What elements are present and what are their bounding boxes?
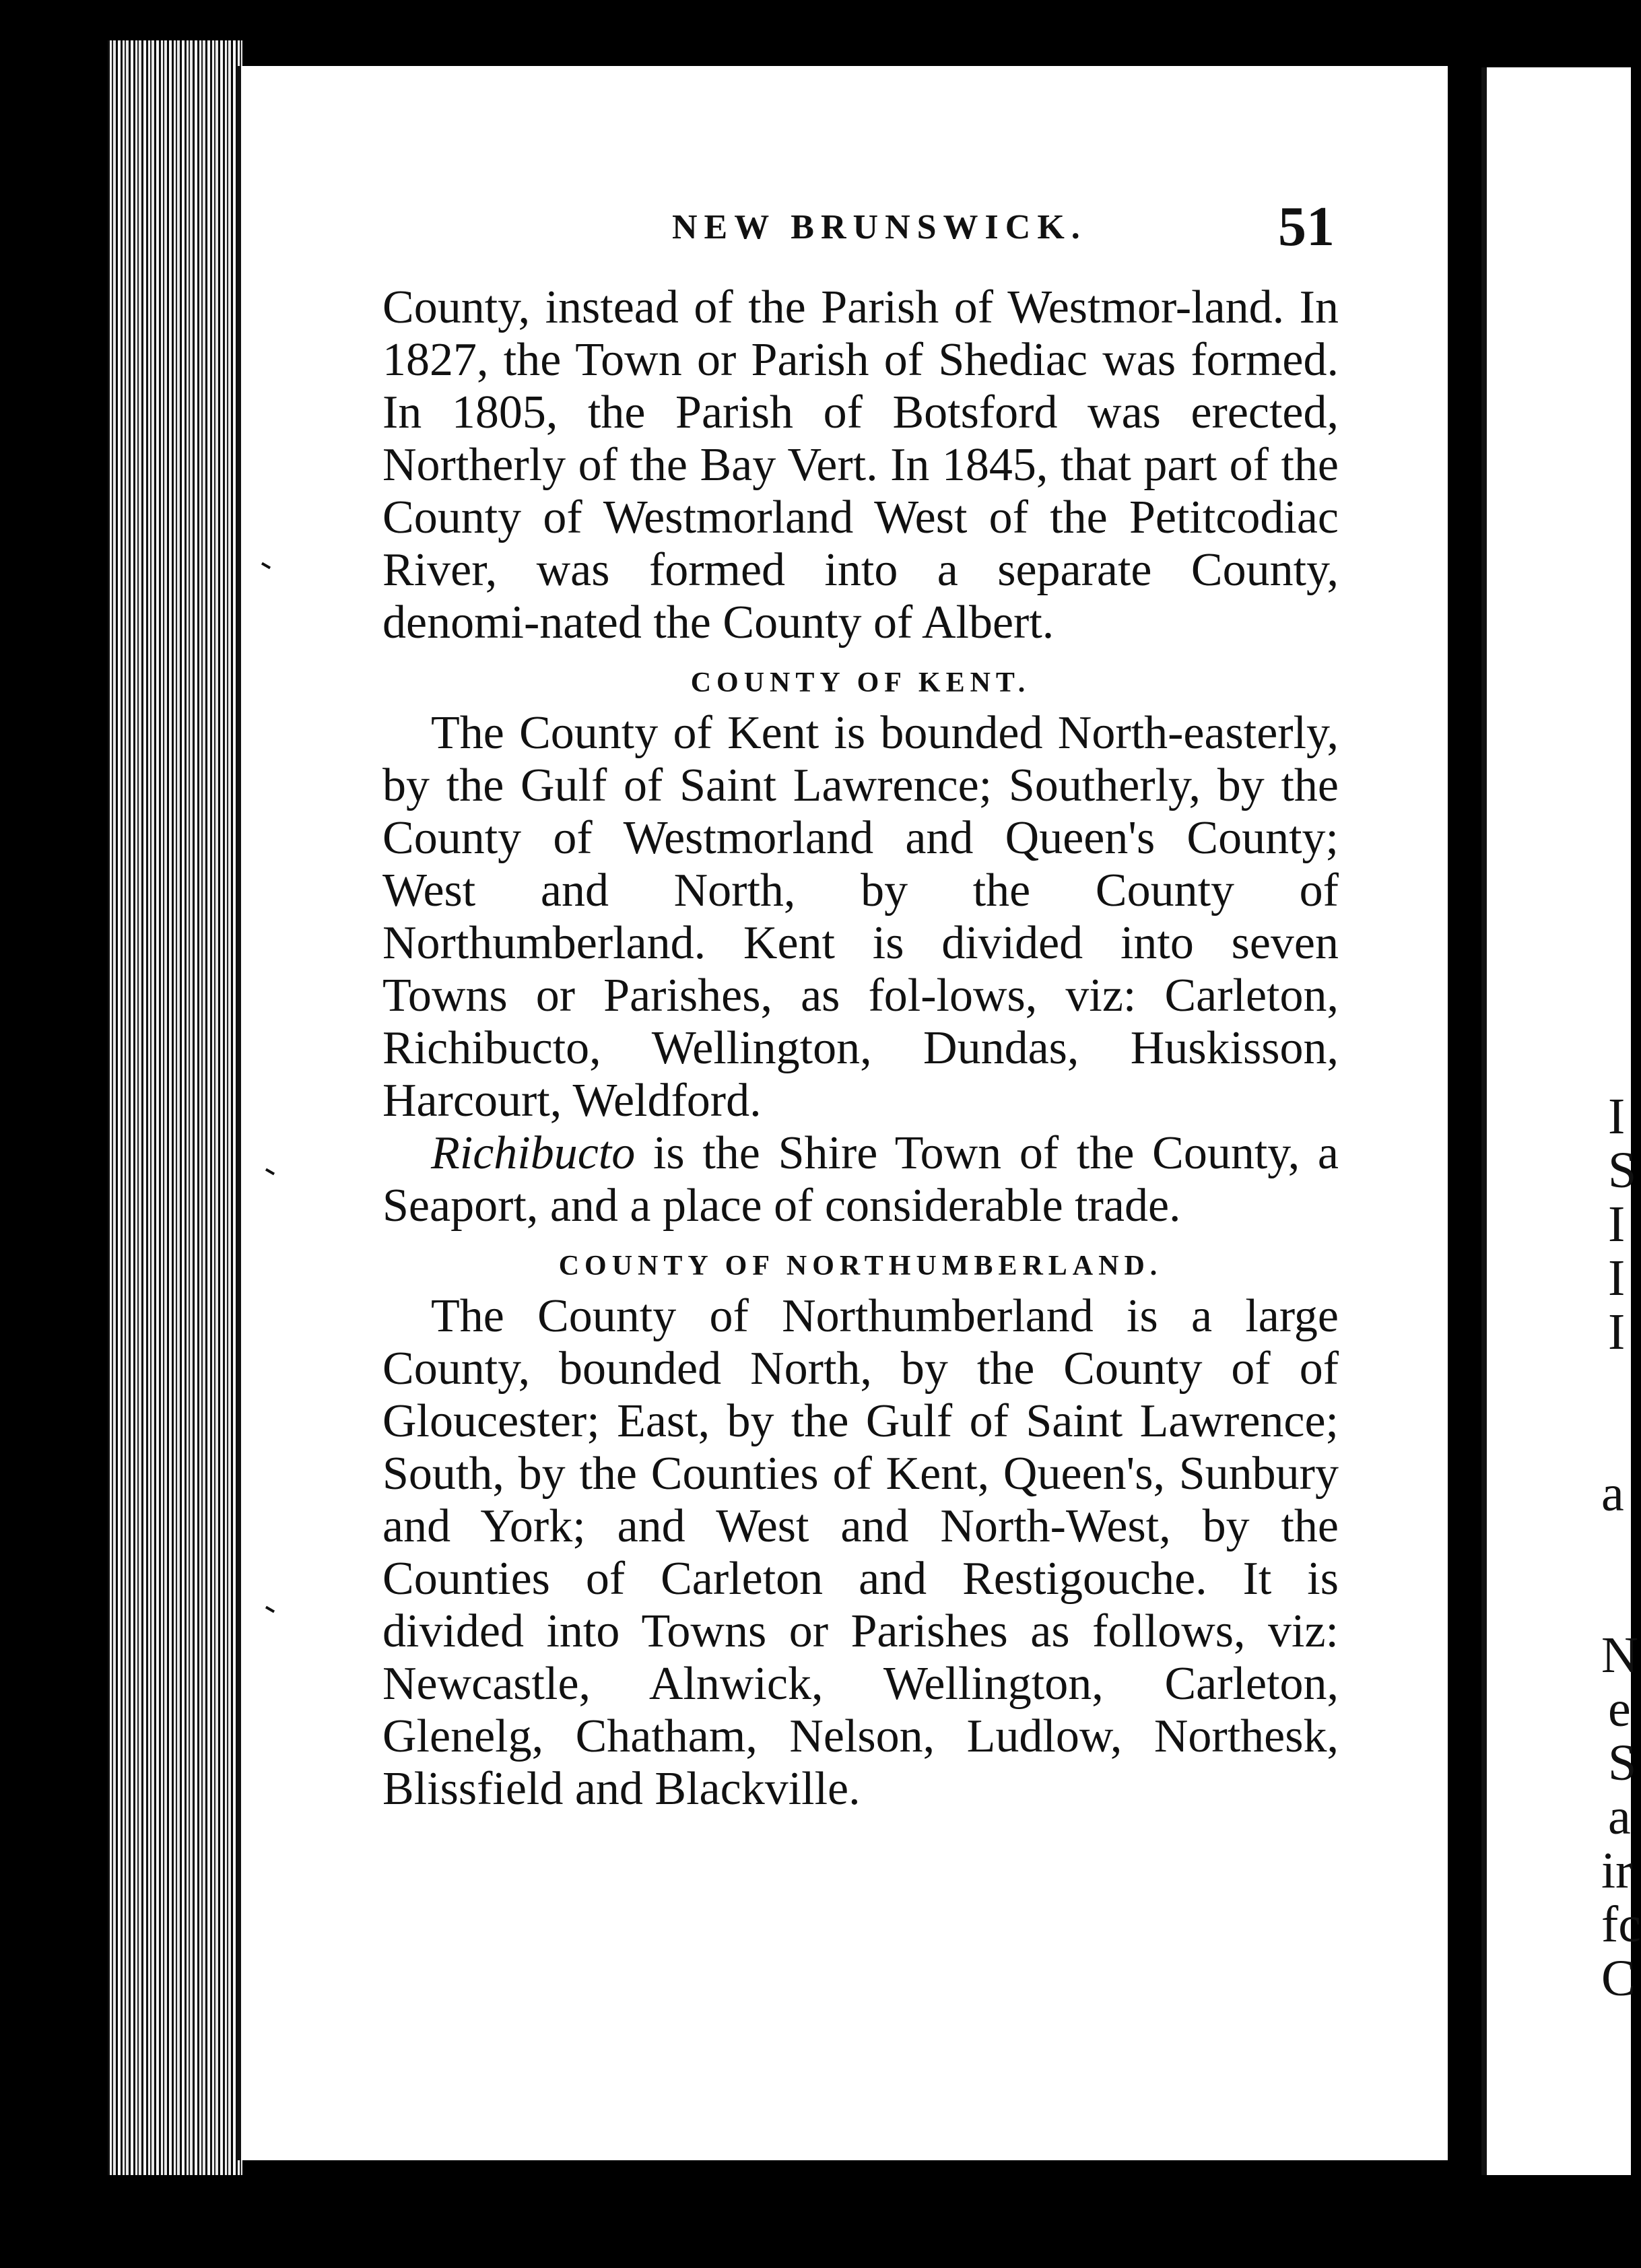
adjacent-page-fragment: S bbox=[1608, 1735, 1637, 1791]
adjacent-page-fragment: S bbox=[1608, 1142, 1637, 1199]
paragraph-westmorland-continued: County, instead of the Parish of Westmor-land. In 1827, the Town or Parish of Shediac was formed. In 1805, the Parish of Botsford was erected, Northerly of the Bay Vert. In 1845, that part of the County of Westmorland West of the Petitcodiac River, was formed into a separate County, denomi-nated the County of Albert. bbox=[382, 281, 1339, 648]
paragraph-richibucto-text: is the Shire Town of the County, a Seaport, and a place of considerable trade. bbox=[382, 1127, 1339, 1232]
adjacent-page-fragment: C bbox=[1601, 1950, 1636, 2007]
paragraph-kent: The County of Kent is bounded North-easterly, by the Gulf of Saint Lawrence; Southerly, by the County of Westmorland and Queen's County; West and North, by the County of Northumberland. Kent is divided into seven Towns or Parishes, as fol-lows, viz: Carleton, Richibucto, Wellington, Dundas, Huskisson, Harcourt, Weldford. bbox=[382, 707, 1339, 1127]
margin-mark bbox=[265, 1606, 275, 1613]
place-name-richibucto: Richibucto bbox=[431, 1127, 636, 1179]
adjacent-page-fragment: I bbox=[1608, 1196, 1626, 1253]
adjacent-page-fragment: a bbox=[1608, 1789, 1631, 1845]
adjacent-page-fragment: I bbox=[1608, 1088, 1626, 1145]
adjacent-page-fragment: I bbox=[1608, 1250, 1626, 1306]
book-fore-edge bbox=[108, 40, 242, 2175]
adjacent-page-fragment: N bbox=[1601, 1627, 1638, 1683]
gutter bbox=[1448, 66, 1481, 2174]
running-head-title: NEW BRUNSWICK. bbox=[672, 208, 1087, 246]
adjacent-page-fragment: I bbox=[1608, 1304, 1626, 1360]
body-text bbox=[382, 281, 1339, 1815]
margin-mark bbox=[261, 562, 271, 569]
paragraph-richibucto bbox=[382, 1127, 1339, 1232]
running-head bbox=[241, 194, 1460, 261]
section-heading-northumberland: COUNTY OF NORTHUMBERLAND. bbox=[558, 1250, 1163, 1281]
adjacent-page-fragment: a bbox=[1601, 1465, 1624, 1522]
paragraph-northumberland: The County of Northumberland is a large County, bounded North, by the County of of Gloucester; East, by the Gulf of Saint Lawrence; South, by the Counties of Kent, Queen's, Sunbury and York; and West and North-West, by the Counties of Carleton and Restigouche. It is divided into Towns or Parishes as follows, viz: Newcastle, Alnwick, Wellington, Carleton, Glenelg, Chatham, Nelson, Ludlow, Northesk, Blissfield and Blackville. bbox=[382, 1290, 1339, 1815]
margin-mark bbox=[265, 1168, 275, 1175]
adjacent-page-edge bbox=[1481, 67, 1641, 2175]
adjacent-page-fragment: fc bbox=[1601, 1896, 1641, 1953]
adjacent-page-fragment: e bbox=[1608, 1681, 1631, 1737]
book-page bbox=[237, 66, 1456, 2160]
adjacent-page-fragment: ir bbox=[1601, 1842, 1633, 1899]
page-number: 51 bbox=[1278, 195, 1335, 258]
section-heading-kent: COUNTY OF KENT. bbox=[690, 667, 1031, 698]
